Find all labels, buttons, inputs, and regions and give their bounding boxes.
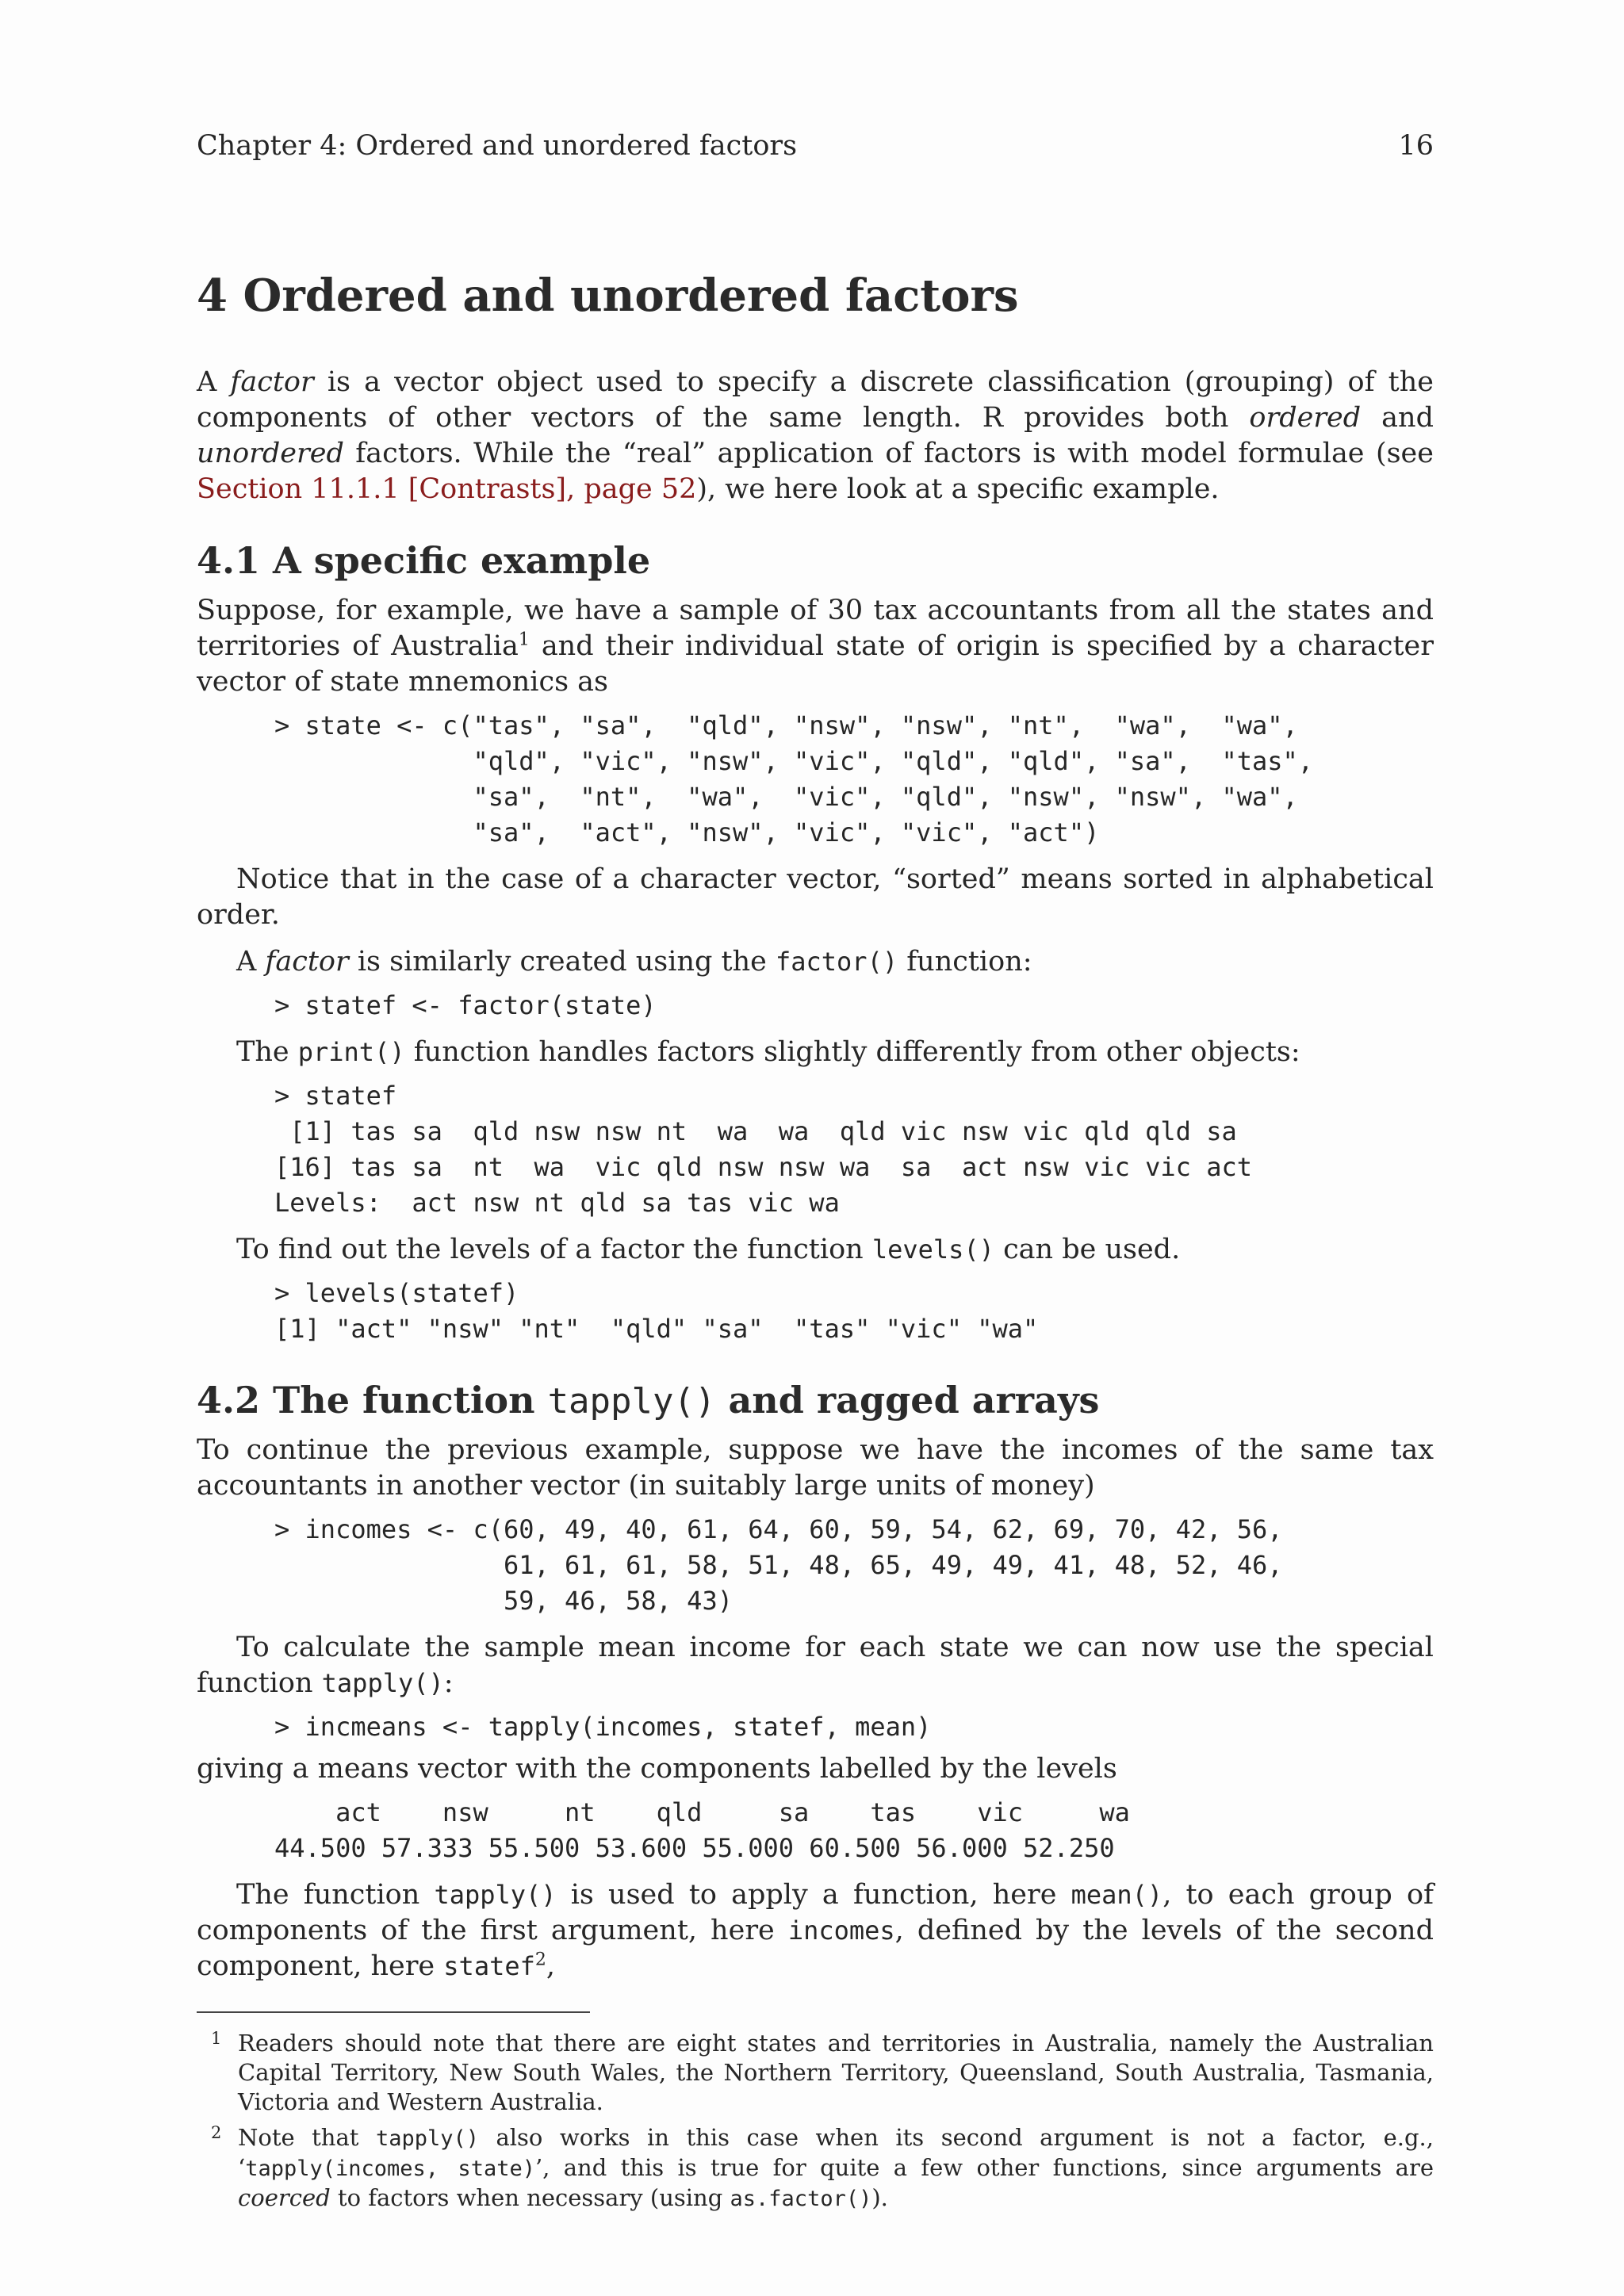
text: ), we here look at a specific example. bbox=[696, 473, 1220, 505]
section-4-2-paragraph-4 bbox=[197, 1877, 1434, 1984]
footnote-2 bbox=[197, 2123, 1434, 2214]
code-block-state: > state <- c("tas", "sa", "qld", "nsw", "nsw", "nt", "wa", "wa", "qld", "vic", "nsw", "vic", "qld", "qld", "sa", "tas", "sa", "nt", "wa", "vic", "qld", "nsw", "nsw", "wa", "sa", "act", "nsw", "vic", "vic", "act") bbox=[274, 710, 1314, 848]
code-block-incomes: > incomes <- c(60, 49, 40, 61, 64, 60, 59, 54, 62, 69, 70, 42, 56, 61, 61, 61, 58, 51, 48, 65, 49, 49, 41, 48, 52, 46, 59, 46, 58, 43) bbox=[274, 1514, 1283, 1616]
emphasis: factor bbox=[265, 946, 349, 978]
page-body bbox=[197, 270, 1434, 2220]
text: also works in this case when its second argument is not a factor, e.g., ‘ bbox=[238, 2124, 1434, 2181]
running-header bbox=[197, 130, 1434, 162]
text: The bbox=[236, 1036, 298, 1068]
footnote-number: 2 bbox=[211, 2123, 222, 2142]
inline-code: factor() bbox=[775, 947, 898, 977]
section-4-1-paragraph-4 bbox=[197, 1035, 1434, 1070]
section-4-1-paragraph-3 bbox=[197, 944, 1434, 980]
text: A bbox=[197, 366, 231, 398]
inline-code: tapply() bbox=[547, 1381, 716, 1422]
text: To calculate the sample mean income for each state we can now use the special function bbox=[197, 1632, 1434, 1699]
section-4-1-title: 4.1 A specific example bbox=[197, 539, 651, 582]
inline-code: levels() bbox=[871, 1234, 994, 1265]
header-chapter: Chapter 4: Ordered and unordered factors bbox=[197, 130, 798, 162]
code-block-print: > statef [1] tas sa qld nsw nsw nt wa wa qld vic nsw vic qld qld sa [16] tas sa nt wa vic qld nsw nsw wa sa act nsw vic vic act Levels: act nsw nt qld sa tas vic wa bbox=[274, 1081, 1252, 1218]
section-4-2-paragraph-3: giving a means vector with the components labelled by the levels bbox=[197, 1753, 1117, 1785]
code-block-means: act nsw nt qld sa tas vic wa 44.500 57.333 55.500 53.600 55.000 60.500 56.000 52.250 bbox=[274, 1797, 1130, 1863]
text: is used to apply a function, here bbox=[556, 1879, 1071, 1911]
inline-code: incomes bbox=[787, 1915, 895, 1946]
footnote-text: Readers should note that there are eight states and territories in Australia, namely the Australian Capital Territory, New South Wales, the Northern Territory, Queensland, South Australia, Tasmania, Victoria and Western Australia. bbox=[238, 2030, 1434, 2115]
code-block-factor: > statef <- factor(state) bbox=[274, 990, 657, 1020]
section-4-1-paragraph-5 bbox=[197, 1232, 1434, 1268]
inline-code: tapply(incomes, state) bbox=[245, 2156, 535, 2181]
text: is a vector object used to specify a discrete classification (grouping) of the components of other vectors of the same length. R provides both bbox=[197, 366, 1434, 434]
text: function handles factors slightly differently from other objects: bbox=[404, 1036, 1300, 1068]
intro-paragraph bbox=[197, 365, 1434, 507]
text: , bbox=[546, 1950, 556, 1982]
inline-code: tapply() bbox=[375, 2126, 479, 2151]
text: 4.2 The function bbox=[197, 1379, 548, 1422]
text: function: bbox=[898, 946, 1032, 978]
inline-code: as.factor() bbox=[730, 2187, 872, 2211]
header-page-number: 16 bbox=[1398, 130, 1434, 162]
text: can be used. bbox=[994, 1234, 1181, 1265]
emphasis: factor bbox=[230, 366, 314, 398]
text: is similarly created using the bbox=[348, 946, 776, 978]
emphasis: coerced bbox=[238, 2184, 331, 2211]
text: to factors when necessary (using bbox=[330, 2184, 730, 2211]
text: and ragged arrays bbox=[715, 1379, 1100, 1422]
emphasis: unordered bbox=[197, 438, 344, 469]
emphasis: ordered bbox=[1249, 402, 1362, 434]
text: Note that bbox=[238, 2124, 376, 2151]
contrasts-section-link[interactable]: Section 11.1.1 [Contrasts], page 52 bbox=[197, 473, 697, 505]
text: and bbox=[1361, 402, 1434, 434]
text: , defined by the levels of the second component, here bbox=[197, 1915, 1434, 1982]
inline-code: mean() bbox=[1071, 1880, 1163, 1910]
footnote-1 bbox=[197, 2029, 1434, 2117]
footnote-ref-2[interactable]: 2 bbox=[534, 1950, 546, 1970]
section-4-1-paragraph-2: Notice that in the case of a character vector, “sorted” means sorted in alphabetical order. bbox=[197, 863, 1434, 931]
section-4-1-paragraph-1 bbox=[197, 593, 1434, 700]
code-block-tapply: > incmeans <- tapply(incomes, statef, mean) bbox=[274, 1712, 932, 1742]
section-4-2-paragraph-2 bbox=[197, 1630, 1434, 1701]
text: To find out the levels of a factor the function bbox=[236, 1234, 872, 1265]
text: , to each group of components of the first argument, here bbox=[197, 1879, 1434, 1946]
footnote-ref-1[interactable]: 1 bbox=[518, 629, 530, 650]
footnote-number: 1 bbox=[211, 2029, 222, 2048]
inline-code: statef bbox=[443, 1951, 535, 1981]
text: A bbox=[236, 946, 266, 978]
text: factors. While the “real” application of factors is with model formulae (see bbox=[343, 438, 1434, 469]
section-4-2-title bbox=[197, 1379, 1434, 1422]
chapter-title: 4 Ordered and unordered factors bbox=[197, 270, 1019, 322]
inline-code: tapply() bbox=[321, 1668, 444, 1698]
text: : bbox=[443, 1667, 454, 1699]
footnote-divider bbox=[197, 2011, 590, 2013]
text: Suppose, for example, we have a sample of 30 tax accountants from all the states and territories of Australia bbox=[197, 595, 1434, 662]
text: and their individual state of origin is specified by a character vector of state mnemonics as bbox=[197, 630, 1434, 698]
section-4-2-paragraph-1: To continue the previous example, suppose we have the incomes of the same tax accountants in another vector (in suitably large units of money) bbox=[197, 1434, 1434, 1502]
text: ’, and this is true for quite a few other functions, since arguments are bbox=[534, 2154, 1434, 2181]
inline-code: print() bbox=[297, 1037, 405, 1067]
text: The function bbox=[236, 1879, 435, 1911]
code-block-levels: > levels(statef) [1] "act" "nsw" "nt" "qld" "sa" "tas" "vic" "wa" bbox=[274, 1278, 1039, 1344]
inline-code: tapply() bbox=[434, 1880, 557, 1910]
text: ). bbox=[871, 2184, 888, 2211]
